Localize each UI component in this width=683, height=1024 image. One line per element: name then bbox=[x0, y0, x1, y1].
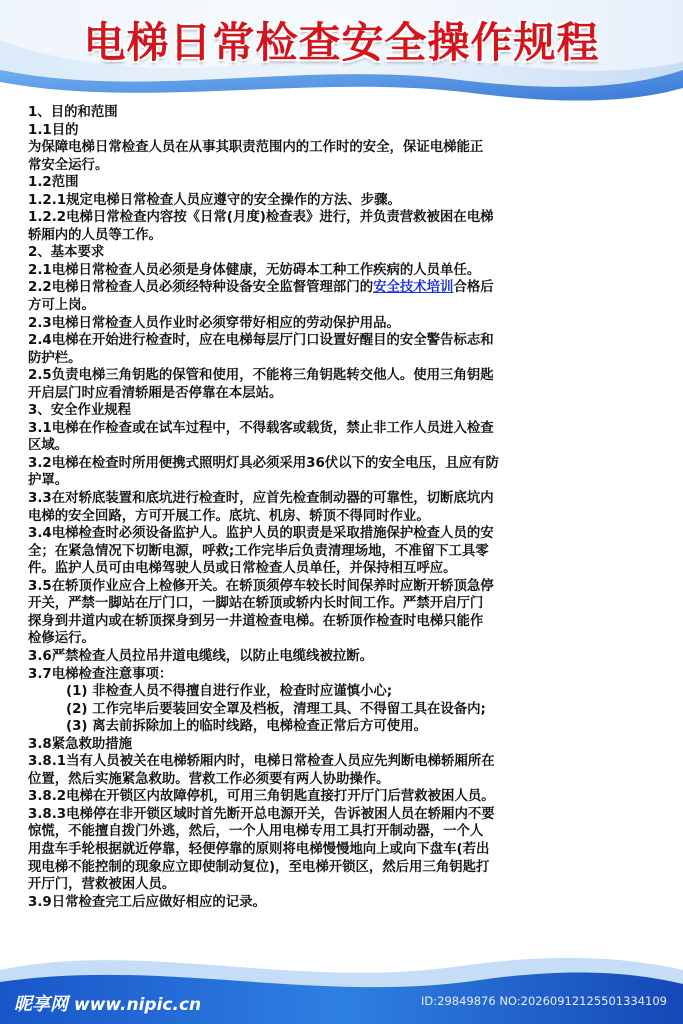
training-link[interactable]: 安全技术培训 bbox=[373, 280, 454, 296]
text-line: 为保障电梯日常检查人员在从事其职责范围内的工作时的安全，保证电梯能正 bbox=[28, 140, 484, 156]
note-item: (3) 离去前拆除加上的临时线路，电梯检查正常后方可使用。 bbox=[66, 719, 427, 735]
text-line: 全；在紧急情况下切断电源，呼救;工作完毕后负责清理场地，不准留下工具零 bbox=[28, 543, 489, 559]
text-line: 3.8.1当有人员被关在电梯轿厢内时，电梯日常检查人员应先判断电梯轿厢所在 bbox=[28, 754, 495, 770]
text-line: 1.1目的 bbox=[28, 122, 79, 138]
note-item: (1) 非检查人员不得擅自进行作业，检查时应谨慎小心; bbox=[66, 684, 393, 700]
text-line: 1.2范围 bbox=[28, 175, 79, 191]
brand-name: 昵享网 bbox=[14, 994, 68, 1015]
text-line-with-link bbox=[28, 279, 664, 297]
text-line: 2.1电梯日常检查人员必须是身体健康，无妨碍本工种工作疾病的人员单任。 bbox=[28, 262, 481, 278]
text-line: 3.8紧急救助措施 bbox=[28, 736, 133, 752]
text-line: 轿厢内的人员等工作。 bbox=[28, 227, 162, 243]
text-line: 方可上岗。 bbox=[28, 298, 95, 314]
text-line: 3.2电梯在检查时所用便携式照明灯具必须采用36伏以下的安全电压，且应有防 bbox=[28, 455, 499, 471]
brand-site: www.nipic.cn bbox=[74, 995, 202, 1015]
text-line: 检修运行。 bbox=[28, 631, 95, 647]
text-line: 3.8.2电梯在开锁区内故障停机，可用三角钥匙直接打开厅门后营救被困人员。 bbox=[28, 789, 495, 805]
watermark-logo bbox=[14, 990, 201, 1016]
text-segment: 2.2电梯日常检查人员必须经特种设备安全监督管理部门的 bbox=[28, 280, 374, 296]
text-line: 现电梯不能控制的现象应立即使制动复位)，至电梯开锁区，然后用三角钥匙打 bbox=[28, 859, 490, 875]
text-line: 护罩。 bbox=[28, 473, 69, 489]
text-line: 3.7电梯检查注意事项： bbox=[28, 666, 173, 682]
text-line: 3.9日常检查完工后应做好相应的记录。 bbox=[28, 894, 266, 910]
text-line: 3.3在对轿底装置和底坑进行检查时，应首先检查制动器的可靠性，切断底坑内 bbox=[28, 491, 494, 507]
text-line: 2.3电梯日常检查人员作业时必须穿带好相应的劳动保护用品。 bbox=[28, 315, 400, 331]
text-line: 3.8.3电梯停在非开锁区域时首先断开总电源开关，告诉被困人员在轿厢内不要 bbox=[28, 806, 495, 822]
text-line: 开厅门，营救被困人员。 bbox=[28, 877, 176, 893]
text-line: 开关，严禁一脚站在厅门口，一脚站在轿顶或轿内长时间工作。严禁开启厅门 bbox=[28, 596, 484, 612]
text-line: 1、目的和范围 bbox=[28, 105, 118, 120]
text-line: 3、安全作业规程 bbox=[28, 403, 132, 419]
text-line: 1.2.2电梯日常检查内容按《日常(月度)检查表》进行，并负责营救被困在电梯 bbox=[28, 210, 494, 226]
text-line: 用盘车手轮根据就近停靠，轻便停靠的原则将电梯慢慢地向上或向下盘车(若出 bbox=[28, 841, 490, 857]
text-line: 3.1电梯在作检查或在试车过程中，不得载客或载货，禁止非工作人员进入检查 bbox=[28, 420, 494, 436]
text-line: 探身到井道内或在轿顶探身到另一井道检查电梯。在轿顶作检查时电梯只能作 bbox=[28, 613, 484, 629]
text-line: 3.4电梯检查时必须设备监护人。监护人员的职责是采取措施保护检查人员的安 bbox=[28, 526, 494, 542]
text-line: 件。监护人员可由电梯驾驶人员或日常检查人员单任，并保持相互呼应。 bbox=[28, 561, 457, 577]
text-line: 电梯的安全回路，方可开展工作。底坑、机房、轿顶不得同时作业。 bbox=[28, 508, 430, 524]
text-line: 2.5负责电梯三角钥匙的保管和使用，不能将三角钥匙转交他人。使用三角钥匙 bbox=[28, 368, 494, 384]
text-line: 3.5在轿顶作业应合上检修开关。在轿顶须停车较长时间保养时应断开轿顶急停 bbox=[28, 578, 494, 594]
text-line: 2、基本要求 bbox=[28, 245, 105, 261]
text-segment: 合格后 bbox=[453, 280, 494, 296]
text-line: 位置，然后实施紧急救助。营救工作必须要有两人协助操作。 bbox=[28, 771, 390, 787]
poster-title: 电梯日常检查安全操作规程 bbox=[83, 18, 600, 67]
regulation-body bbox=[28, 104, 664, 911]
text-line: 常安全运行。 bbox=[28, 157, 109, 173]
text-line: 惊慌，不能擅自拨门外逃，然后，一个人用电梯专用工具打开制动器，一个人 bbox=[28, 824, 484, 840]
note-item: (2) 工作完毕后要装回安全罩及档板，清理工具、不得留工具在设备内; bbox=[66, 701, 486, 717]
text-line: 开启层门时应看清轿厢是否停靠在本层站。 bbox=[28, 385, 283, 401]
text-line: 区域。 bbox=[28, 438, 69, 454]
text-line: 2.4电梯在开始进行检查时，应在电梯每层厅门口设置好醒目的安全警告标志和 bbox=[28, 333, 494, 349]
image-id-label: ID:29849876 NO:20260912125501334109 bbox=[421, 994, 667, 1008]
text-line: 1.2.1规定电梯日常检查人员应遵守的安全操作的方法、步骤。 bbox=[28, 192, 401, 208]
text-line: 防护栏。 bbox=[28, 350, 82, 366]
text-line: 3.6严禁检查人员拉吊井道电缆线，以防止电缆线被拉断。 bbox=[28, 648, 374, 664]
